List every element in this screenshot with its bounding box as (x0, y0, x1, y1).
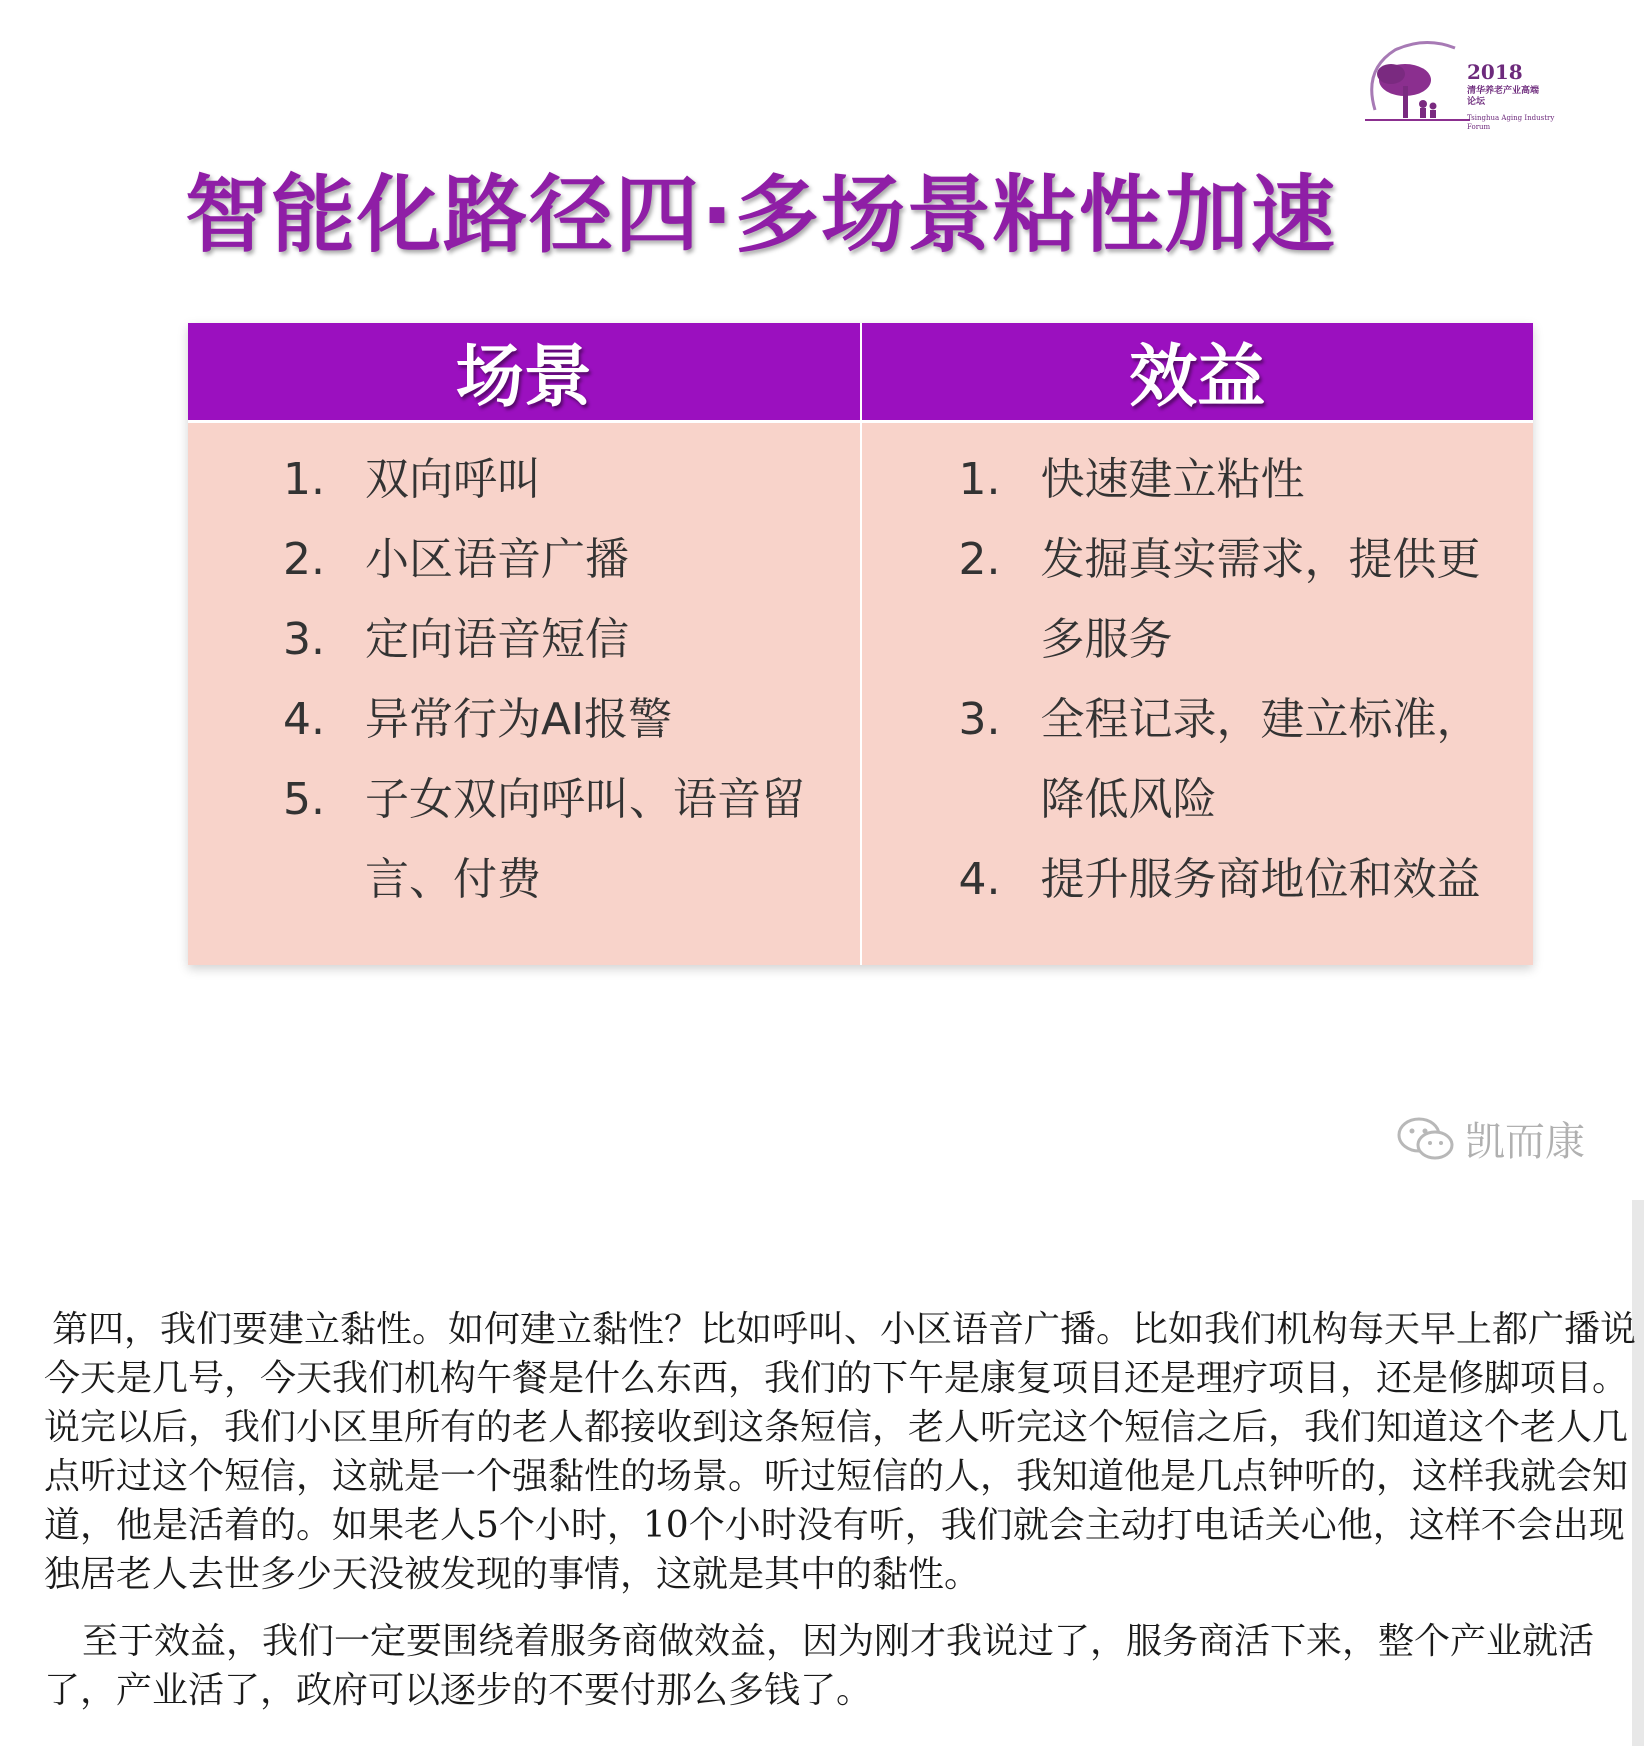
item-number: 3. (283, 614, 325, 665)
tree-logo-icon (1355, 30, 1475, 130)
forum-logo (1355, 30, 1555, 140)
list-item (283, 600, 823, 680)
item-number: 2. (958, 534, 1001, 585)
benefit-column (860, 423, 1534, 965)
table-body (188, 423, 1533, 965)
item-number: 2. (283, 534, 325, 585)
header-benefit: 效益 (860, 323, 1534, 420)
item-text: 异常行为AI报警 (365, 694, 673, 745)
item-text: 提升服务商地位和效益 (1040, 854, 1481, 905)
list-item (283, 440, 823, 520)
list-item (283, 680, 823, 760)
wechat-watermark (1395, 1110, 1585, 1167)
logo-subtitle: 清华养老产业高端论坛 (1467, 86, 1540, 107)
item-text: 双向呼叫 (365, 454, 541, 505)
scenario-column (188, 423, 860, 965)
list-item (959, 840, 1519, 920)
article-paragraph: 至于效益，我们一定要围绕着服务商做效益，因为刚才我说过了，服务商活下来，整个产业就活了，产业活了，政府可以逐步的不要付那么多钱了。 (44, 1621, 1595, 1711)
scenario-list (283, 440, 823, 920)
item-text: 快速建立粘性 (1040, 454, 1305, 505)
item-text: 子女双向呼叫、语音留言、付费 (365, 774, 805, 905)
item-text: 发掘真实需求，提供更多服务 (1040, 534, 1481, 665)
list-item (959, 680, 1519, 840)
item-number: 3. (958, 694, 1001, 745)
benefit-list (959, 440, 1519, 920)
table-header (188, 323, 1533, 420)
item-number: 4. (283, 694, 325, 745)
item-text: 全程记录，建立标准，降低风险 (1040, 694, 1481, 825)
item-text: 定向语音短信 (365, 614, 629, 665)
item-number: 1. (283, 454, 325, 505)
item-text: 小区语音广播 (365, 534, 629, 585)
list-item (283, 520, 823, 600)
slide-title: 智能化路径四·多场景粘性加速 (185, 166, 1337, 264)
item-number: 4. (958, 854, 1001, 905)
item-number: 1. (958, 454, 1001, 505)
article-body (44, 1305, 1644, 1733)
item-number: 5. (283, 774, 325, 825)
list-item (959, 440, 1519, 520)
list-item (283, 760, 823, 920)
header-scenario: 场景 (455, 338, 592, 417)
wechat-icon (1395, 1115, 1457, 1163)
list-item (959, 520, 1519, 680)
logo-year: 2018 (1467, 60, 1523, 84)
comparison-table (188, 323, 1533, 965)
watermark-text: 凯而康 (1465, 1119, 1585, 1165)
article-paragraph: 第四，我们要建立黏性。如何建立黏性？比如呼叫、小区语音广播。比如我们机构每天早上都广播说今天是几号，今天我们机构午餐是什么东西，我们的下午是康复项目还是理疗项目，还是修脚项目。说完以后，我们小区里所有的老人都接收到这条短信，老人听完这个短信之后，我们知道这个老人几点听过这个短信，这就是一个强黏性的场景。听过短信的人，我知道他是几点钟听的，这样我就会知道，他是活着的。如果老人5个小时，10个小时没有听，我们就会主动打电话关心他，这样不会出现独居老人去世多少天没被发现的事情，这就是其中的黏性。 (44, 1309, 1637, 1595)
logo-english: Tsinghua Aging Industry Forum (1467, 114, 1555, 131)
